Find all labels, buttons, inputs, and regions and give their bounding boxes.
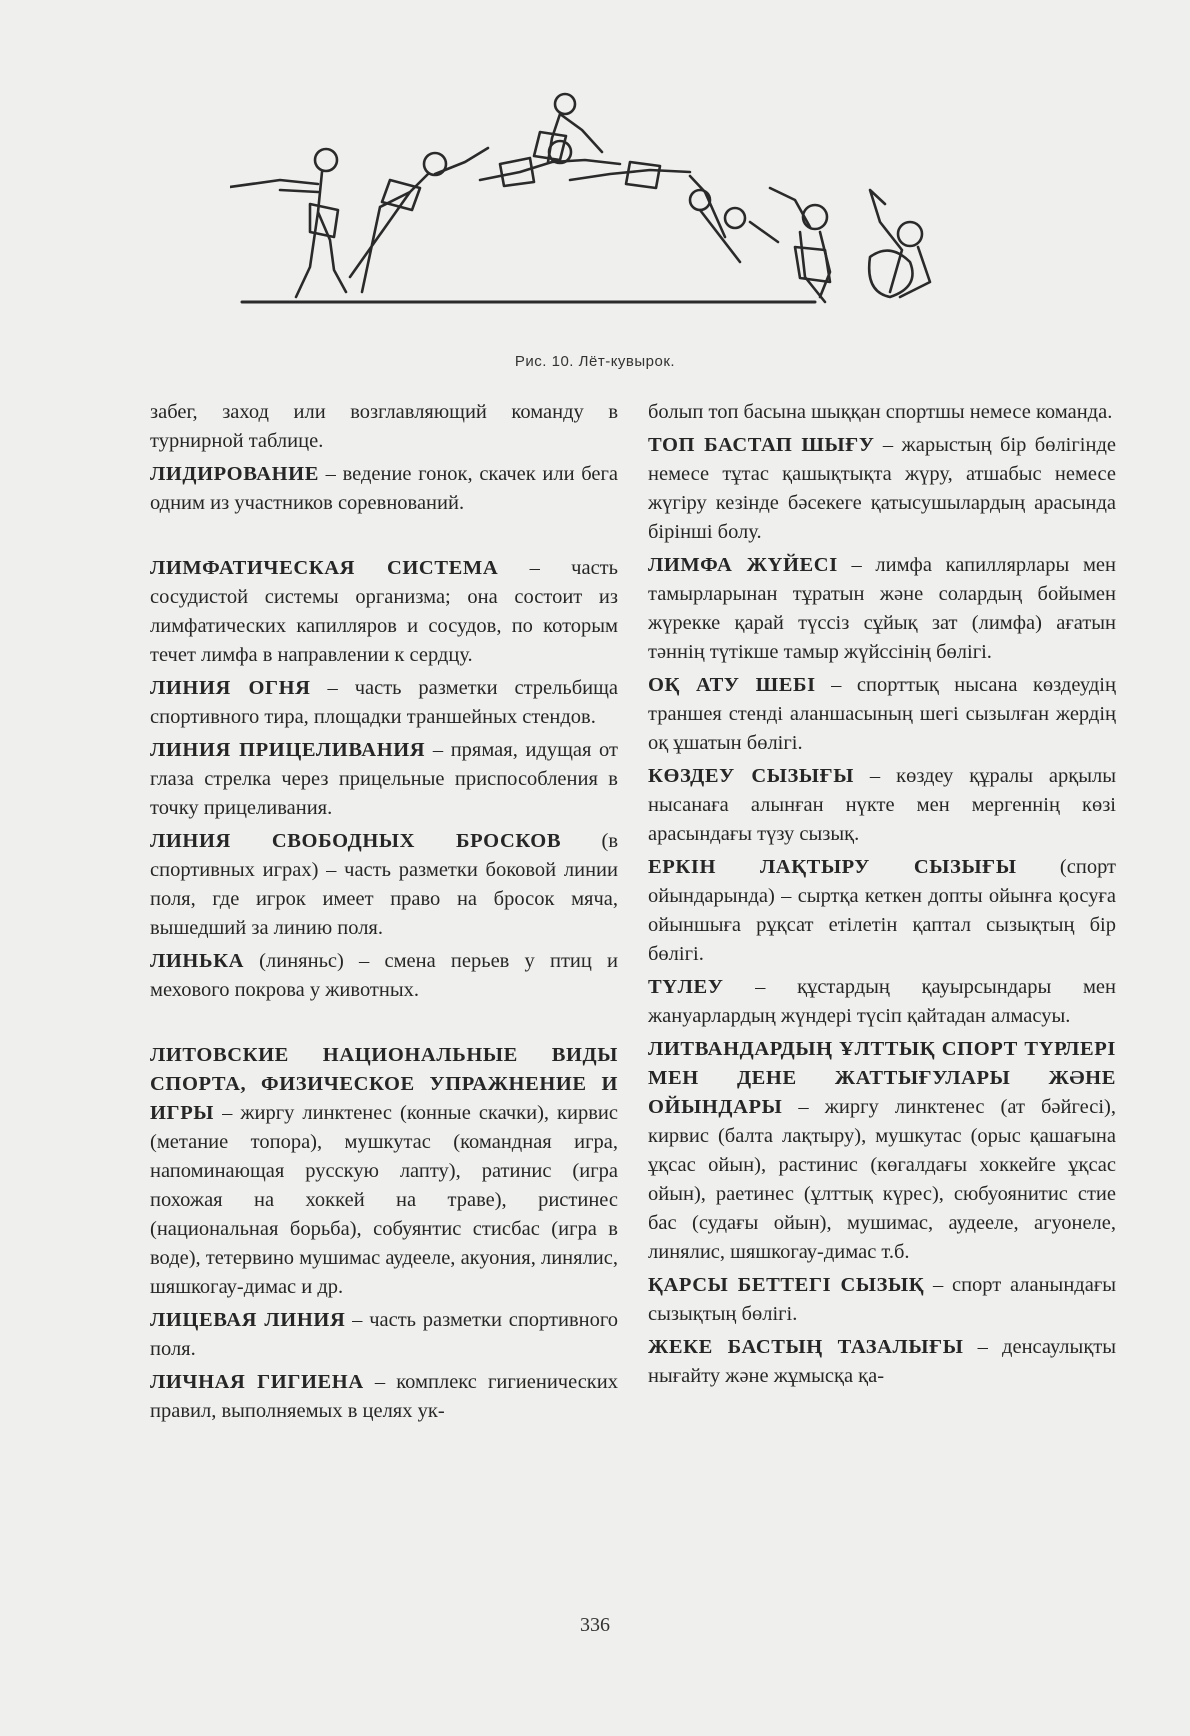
entry-term: ЛИНИЯ ОГНЯ	[150, 677, 311, 699]
page-number: 336	[580, 1614, 610, 1636]
entry	[648, 1333, 1116, 1391]
entry-term: ЛИТОВСКИЕ НАЦИОНАЛЬНЫЕ ВИДЫ СПОРТА, ФИЗИЧЕСКОЕ УПРАЖНЕНИЕ И ИГРЫ	[150, 1044, 618, 1124]
entry-term: ТҮЛЕУ	[648, 976, 724, 998]
entry-term: ЛИТВАНДАРДЫҢ ҰЛТТЫҚ СПОРТ ТҮРЛЕРІ МЕН ДЕНЕ ЖАТТЫҒУЛАРЫ ЖӘНЕ ОЙЫНДАРЫ	[648, 1038, 1116, 1118]
entry	[150, 674, 618, 732]
entry-term: ЛИДИРОВАНИЕ	[150, 463, 319, 485]
right-column-kazakh	[648, 398, 1116, 1395]
entry	[648, 551, 1116, 667]
entry	[648, 762, 1116, 849]
entry-text: – ведение гонок, скачек или бега одним из участников соревнований.	[150, 463, 618, 514]
entry-text: – спорт аланындағы сызықтың бөлігі.	[648, 1274, 1117, 1325]
entry-term: ҚАРСЫ БЕТТЕГІ СЫЗЫҚ	[648, 1274, 925, 1296]
entry-text: – жиргу линктенес (ат бәйгесі), кирвис (балта лақтыру), мушкутас (орыс қашағына ұқсас ойын), растинис (көгалдағы хоккейге ұқсас ойын), раетинес (ұлттық күрес), сюбуоянитис стие бас (судағы ойын), мушимас, аудееле, агуонеле, линялис, шяшкогау-димас т.б.	[648, 1096, 1116, 1263]
entry-term: ЛИНЬКА	[150, 950, 244, 972]
entry	[150, 554, 618, 670]
entry-text: забег, заход или возглавляющий команду в турнирной таблице.	[150, 401, 618, 452]
entry-text: – часть разметки спортивного поля.	[150, 1309, 618, 1360]
entry-term: ЛИНИЯ ПРИЦЕЛИВАНИЯ	[150, 739, 426, 761]
entry-term: ЖЕКЕ БАСТЫҢ ТАЗАЛЫҒЫ	[648, 1336, 964, 1358]
entry-text: (линяньс) – смена перьев у птиц и мехового покрова у животных.	[150, 950, 618, 1001]
entry	[150, 1306, 618, 1364]
entry	[648, 853, 1116, 969]
figure-caption: Рис. 10. Лёт-кувырок.	[514, 353, 676, 370]
entry-term: ТОП БАСТАП ШЫҒУ	[648, 434, 875, 456]
entry-text: – прямая, идущая от глаза стрелка через прицельные приспособления в точку прицеливания.	[150, 739, 618, 819]
entry-text: (спорт ойындарында) – сыртқа кеткен допты ойынға қосуға ойыншыға рұқсат етілетін қаптал сызықтың бір бөлігі.	[648, 856, 1117, 965]
entry-term: ЛИНИЯ СВОБОДНЫХ БРОСКОВ	[150, 830, 562, 852]
entry	[150, 1041, 618, 1302]
entry	[648, 398, 1116, 427]
gymnast-sequence-illustration	[230, 92, 1120, 362]
entry-term: ЛИМФАТИЧЕСКАЯ СИСТЕМА	[150, 557, 499, 579]
entry-text: болып топ басына шыққан спортшы немесе команда.	[648, 401, 1113, 423]
entry	[648, 431, 1116, 547]
entry	[648, 1271, 1116, 1329]
entry	[150, 736, 618, 823]
entry	[648, 973, 1116, 1031]
entry	[150, 1368, 618, 1426]
entry	[150, 398, 618, 456]
figure-illustration	[230, 92, 1120, 362]
entry-term: ЛИЦЕВАЯ ЛИНИЯ	[150, 1309, 346, 1331]
entry-text: (в спортивных играх) – часть разметки боковой линии поля, где игрок имеет право на бросок мяча, вышедший за линию поля.	[150, 830, 618, 939]
entry-term: КӨЗДЕУ СЫЗЫҒЫ	[648, 765, 854, 787]
entry-term: ЛИМФА ЖҮЙЕСІ	[648, 554, 838, 576]
entry	[150, 460, 618, 518]
entry-text: – құстардың қауырсындары мен жануарлардың жүндері түсіп қайтадан алмасуы.	[648, 976, 1116, 1027]
entry	[150, 827, 618, 943]
entry-text: – лимфа капиллярлары мен тамырларынан тұратын және солардың бойымен жүрекке қарай түссіз сұйық зат (лимфа) ағатын тәннің түтікше тамыр жүйссінің бөлігі.	[648, 554, 1116, 663]
entry-text: – часть разметки стрельбища спортивного тира, площадки траншейных стендов.	[150, 677, 618, 728]
entry-text: – часть сосудистой системы организма; она состоит из лимфатических капилляров и сосудов, по которым течет лимфа в направлении к сердцу.	[150, 557, 618, 666]
entry-text: – спорттық нысана көздеудің траншея стенді аланшасының шегі сызылған жердің оқ ұшатын бөлігі.	[648, 674, 1116, 754]
entry-term: ЕРКІН ЛАҚТЫРУ СЫЗЫҒЫ	[648, 856, 1017, 878]
entry	[150, 947, 618, 1005]
entry-term: ОҚ АТУ ШЕБІ	[648, 674, 816, 696]
entry-text: – денсаулықты нығайту және жұмысқа қа-	[648, 1336, 1117, 1387]
entry	[648, 1035, 1116, 1267]
entry-term: ЛИЧНАЯ ГИГИЕНА	[150, 1371, 364, 1393]
entry	[648, 671, 1116, 758]
entry-text: – көздеу құралы арқылы нысанаға алынған нүкте мен мергеннің көзі арасындағы түзу сызық.	[648, 765, 1116, 845]
entry-text: – жиргу линктенес (конные скачки), кирвис (метание топора), мушкутас (командная игра, напоминающая русскую лапту), ратинис (игра похожая на хоккей на траве), ристинес (национальная борьба), собуянтис стисбас (игра в воде), тетервино мушимас аудееле, акуония, линялис, шяшкогау-димас и др.	[150, 1102, 618, 1298]
entry-text: – комплекс гигиенических правил, выполняемых в целях ук-	[150, 1371, 618, 1422]
left-column-russian	[150, 398, 618, 1430]
entry-text: – жарыстың бір бөлігінде немесе тұтас қашықтықта жүру, атшабыс немесе жүгіру кезінде бәсекеге қатысушылардың арасында бірінші болу.	[648, 434, 1116, 543]
